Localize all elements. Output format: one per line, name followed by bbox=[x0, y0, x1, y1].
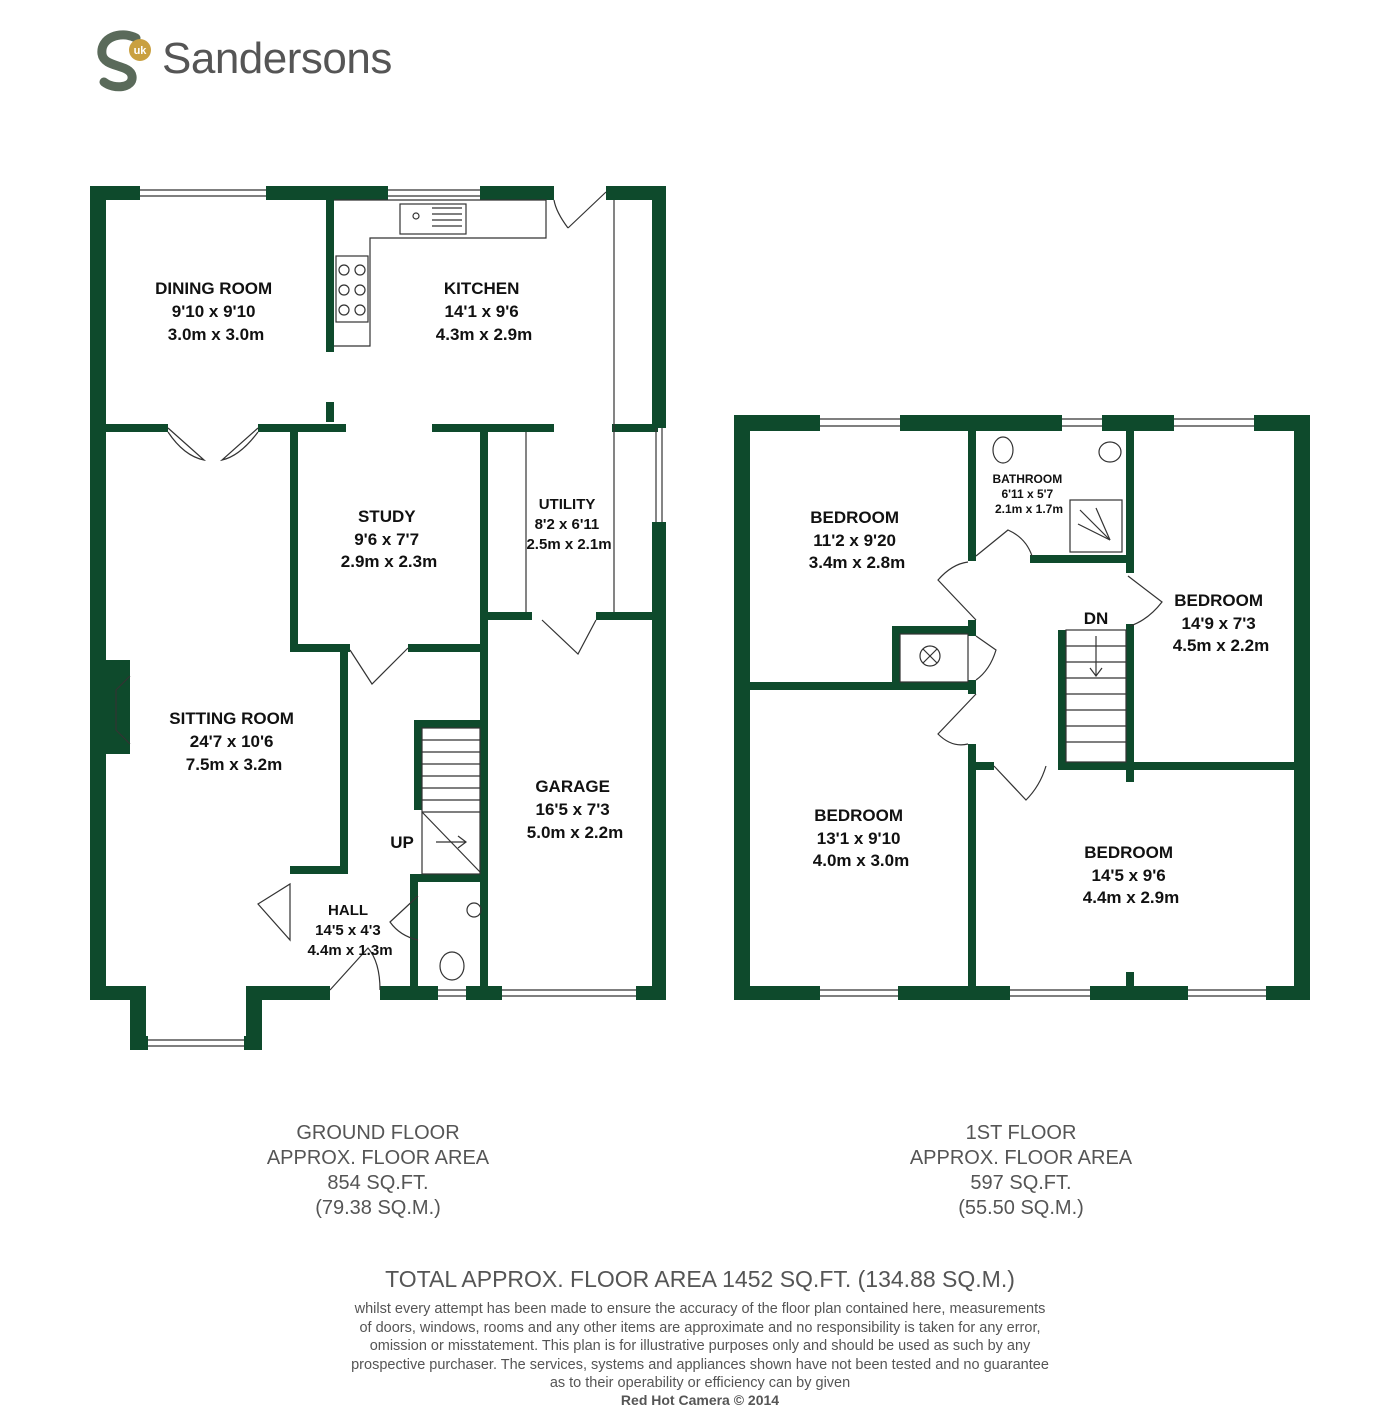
room-bedroom-2-label: BEDROOM 14'9 x 7'3 4.5m x 2.2m bbox=[1172, 591, 1270, 655]
first-floor-area-sqft: 597 SQ.FT. bbox=[970, 1172, 1072, 1194]
disclaimer-line: prospective purchaser. The services, systems and appliances shown have not been tested and no guarantee bbox=[351, 1356, 1049, 1373]
room-bedroom-3-label: BEDROOM 13'1 x 9'10 4.0m x 3.0m bbox=[812, 806, 910, 870]
room-kitchen-label: KITCHEN 14'1 x 9'6 4.3m x 2.9m bbox=[435, 279, 533, 344]
first-floor-area-label: APPROX. FLOOR AREA bbox=[909, 1147, 1133, 1169]
logo-mark-text: uk bbox=[133, 45, 147, 57]
ground-floor-area-sqm: (79.38 SQ.M.) bbox=[315, 1197, 441, 1219]
stairs-down-label: DN bbox=[1083, 609, 1109, 628]
ground-floor-labels bbox=[155, 279, 623, 959]
first-floor-caption bbox=[871, 1121, 1171, 1221]
disclaimer-line: as to their operability or efficiency can by given bbox=[549, 1375, 851, 1391]
room-bathroom-label: BATHROOM 6'11 x 5'7 2.1m x 1.7m bbox=[992, 472, 1064, 516]
room-bedroom-1-label: BEDROOM 11'2 x 9'20 3.4m x 2.8m bbox=[808, 508, 906, 572]
disclaimer-line: of doors, windows, rooms and any other items are approximate and no responsibility is taken for any error, bbox=[359, 1319, 1041, 1336]
room-bedroom-4-label: BEDROOM 14'5 x 9'6 4.4m x 2.9m bbox=[1082, 843, 1180, 907]
brand-name: Sandersons bbox=[162, 34, 392, 83]
first-floor-plan bbox=[734, 415, 1310, 1000]
room-hall-label: HALL 14'5 x 4'3 4.4m x 1.3m bbox=[307, 902, 393, 959]
first-floor-title: 1ST FLOOR bbox=[965, 1122, 1077, 1144]
ground-floor-area-label: APPROX. FLOOR AREA bbox=[266, 1147, 490, 1169]
credit: Red Hot Camera © 2014 bbox=[620, 1392, 780, 1408]
ground-floor-caption bbox=[228, 1121, 528, 1221]
room-sitting-room-label: SITTING ROOM 24'7 x 10'6 7.5m x 3.2m bbox=[169, 709, 294, 774]
stairs-up-label: UP bbox=[390, 833, 414, 852]
disclaimer bbox=[300, 1300, 1100, 1393]
room-garage-label: GARAGE 16'5 x 7'3 5.0m x 2.2m bbox=[526, 777, 624, 842]
room-utility-label: UTILITY 8'2 x 6'11 2.5m x 2.1m bbox=[526, 496, 612, 553]
first-floor-area-sqm: (55.50 SQ.M.) bbox=[958, 1197, 1084, 1219]
room-dining-room-label: DINING ROOM 9'10 x 9'10 3.0m x 3.0m bbox=[155, 279, 273, 344]
ground-floor-plan bbox=[90, 186, 666, 1050]
total-floor-area: TOTAL APPROX. FLOOR AREA 1452 SQ.FT. (134.88 SQ.M.) bbox=[385, 1266, 1015, 1292]
room-study-label: STUDY 9'6 x 7'7 2.9m x 2.3m bbox=[340, 507, 438, 571]
disclaimer-line: omission or misstatement. This plan is for illustrative purposes only and should be used as such by any bbox=[369, 1338, 1031, 1354]
disclaimer-line: whilst every attempt has been made to ensure the accuracy of the floor plan contained here, measurements bbox=[354, 1301, 1046, 1317]
ground-floor-area-sqft: 854 SQ.FT. bbox=[327, 1172, 429, 1194]
ground-floor-title: GROUND FLOOR bbox=[296, 1122, 460, 1144]
